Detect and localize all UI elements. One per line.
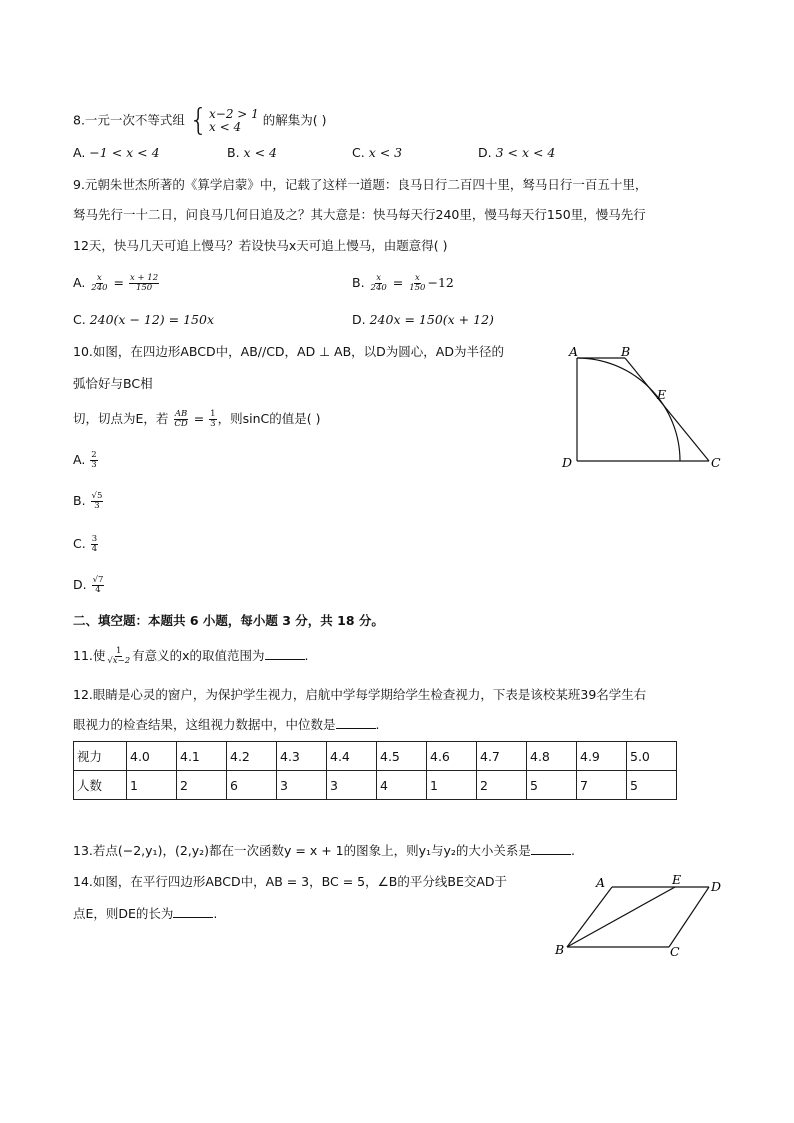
q14-label-b: B (555, 942, 565, 957)
table-cell: 5 (527, 771, 577, 800)
q8-option-a[interactable]: A. −1 < x < 4 (73, 145, 160, 160)
table-cell: 4.2 (227, 742, 277, 771)
q9-option-d[interactable]: D. 240x = 150(x + 12) (352, 312, 494, 327)
table-cell: 4.0 (127, 742, 177, 771)
table-header-cell: 人数 (74, 771, 127, 800)
q14-label-d: D (711, 879, 722, 894)
table-cell: 5.0 (627, 742, 677, 771)
q10-label-c: C (711, 455, 721, 470)
q12-answer-blank[interactable] (336, 716, 376, 729)
table-cell: 5 (627, 771, 677, 800)
table-cell: 4.5 (377, 742, 427, 771)
q13-answer-blank[interactable] (531, 842, 571, 855)
q10-option-c[interactable]: C. $\frac{3}{4}$ (73, 534, 98, 554)
table-cell: 3 (277, 771, 327, 800)
table-cell: 4 (377, 771, 427, 800)
q10-arc (577, 358, 680, 461)
table-cell: 2 (477, 771, 527, 800)
q10-figure (560, 340, 730, 475)
table-cell: 4.9 (577, 742, 627, 771)
table-cell: 3 (327, 771, 377, 800)
table-row (74, 771, 677, 800)
table-cell: 1 (127, 771, 177, 800)
q9-line1: 9.元朝朱世杰所著的《算学启蒙》中，记载了这样一道题：良马日行二百四十里，驽马日行一百五十里， (73, 177, 648, 192)
q10-line2: 弧恰好与BC相 (73, 376, 153, 391)
q12-line2: 眼视力的检查结果，这组视力数据中，中位数是 . (73, 717, 380, 732)
q9-option-c[interactable]: C. 240(x − 12) = 150x (73, 312, 215, 327)
q10-line1: 10.如图，在四边形ABCD中，AB//CD，AD ⊥ AB，以D为圆心，AD为半径的 (73, 344, 504, 359)
q14-figure (550, 870, 730, 962)
q10-label-b: B (621, 344, 631, 359)
q10-option-d[interactable]: D. $\frac{√7}{4}$ (73, 575, 104, 595)
table-row (74, 742, 677, 771)
q10-label-a: A (569, 344, 579, 359)
inequality-system: { x−2 > 1 x < 4 (188, 103, 259, 138)
q14-label-c: C (670, 944, 680, 959)
q14-segment-be (567, 887, 675, 947)
q8-option-c[interactable]: C. x < 3 (352, 145, 403, 160)
q14-line1: 14.如图，在平行四边形ABCD中，AB = 3，BC = 5，∠B的平分线BE交AD于 (73, 874, 508, 889)
q14-label-e: E (672, 872, 682, 887)
q14-line2: 点E，则DE的长为 . (73, 906, 218, 921)
table-cell: 7 (577, 771, 627, 800)
table-cell: 4.7 (477, 742, 527, 771)
q14-label-a: A (596, 875, 606, 890)
table-cell: 2 (177, 771, 227, 800)
q8-stem: 8.一元一次不等式组 { x−2 > 1 x < 4 的解集为( ) (73, 103, 327, 138)
q9-option-a[interactable]: A. $\frac{x}{240}$ = $\frac{x + 12}{150}$ (73, 273, 159, 293)
q11: 11.使 $\frac{1}{√x-2}$ 有意义的x的取值范围为 . (73, 646, 309, 666)
table-cell: 4.8 (527, 742, 577, 771)
q9-option-b[interactable]: B. $\frac{x}{240}$ = $\frac{x}{150}$ −12 (352, 273, 454, 293)
table-cell: 4.4 (327, 742, 377, 771)
table-cell: 4.6 (427, 742, 477, 771)
q9-line2: 驽马先行一十二日，问良马几何日追及之？其大意是：快马每天行240里，慢马每天行150里，慢马先行 (73, 207, 646, 222)
q8-option-b[interactable]: B. x < 4 (227, 145, 277, 160)
q8-option-d[interactable]: D. 3 < x < 4 (478, 145, 556, 160)
q9-line3: 12天，快马几天可追上慢马？若设快马x天可追上慢马，由题意得( ) (73, 238, 448, 253)
table-cell: 1 (427, 771, 477, 800)
table-cell: 4.1 (177, 742, 227, 771)
q14-segment-ab (567, 887, 612, 947)
table-header-cell: 视力 (74, 742, 127, 771)
q11-answer-blank[interactable] (265, 647, 305, 660)
q10-label-e: E (657, 387, 667, 402)
q10-line3: 切，切点为E，若 $\frac{AB}{CD}$ = $\frac{1}{3}$ ，则sinC的值是( ) (73, 409, 321, 429)
table-cell: 4.3 (277, 742, 327, 771)
q13: 13.若点(−2,y₁)，(2,y₂)都在一次函数y = x + 1的图象上，则y₁与y₂的大小关系是 . (73, 843, 575, 858)
table-cell: 6 (227, 771, 277, 800)
q10-label-d: D (562, 455, 573, 470)
section2-heading: 二、填空题：本题共 6 小题，每小题 3 分，共 18 分。 (73, 613, 384, 628)
q14-segment-cd (669, 887, 709, 947)
q10-option-a[interactable]: A. $\frac{2}{3}$ (73, 450, 97, 470)
q10-segment-bc (625, 358, 709, 461)
q10-option-b[interactable]: B. $\frac{√5}{3}$ (73, 491, 103, 511)
vision-table (73, 741, 677, 800)
q14-answer-blank[interactable] (173, 905, 213, 918)
q12-line1: 12.眼睛是心灵的窗户，为保护学生视力，启航中学每学期给学生检查视力，下表是该校某班39名学生右 (73, 687, 647, 702)
